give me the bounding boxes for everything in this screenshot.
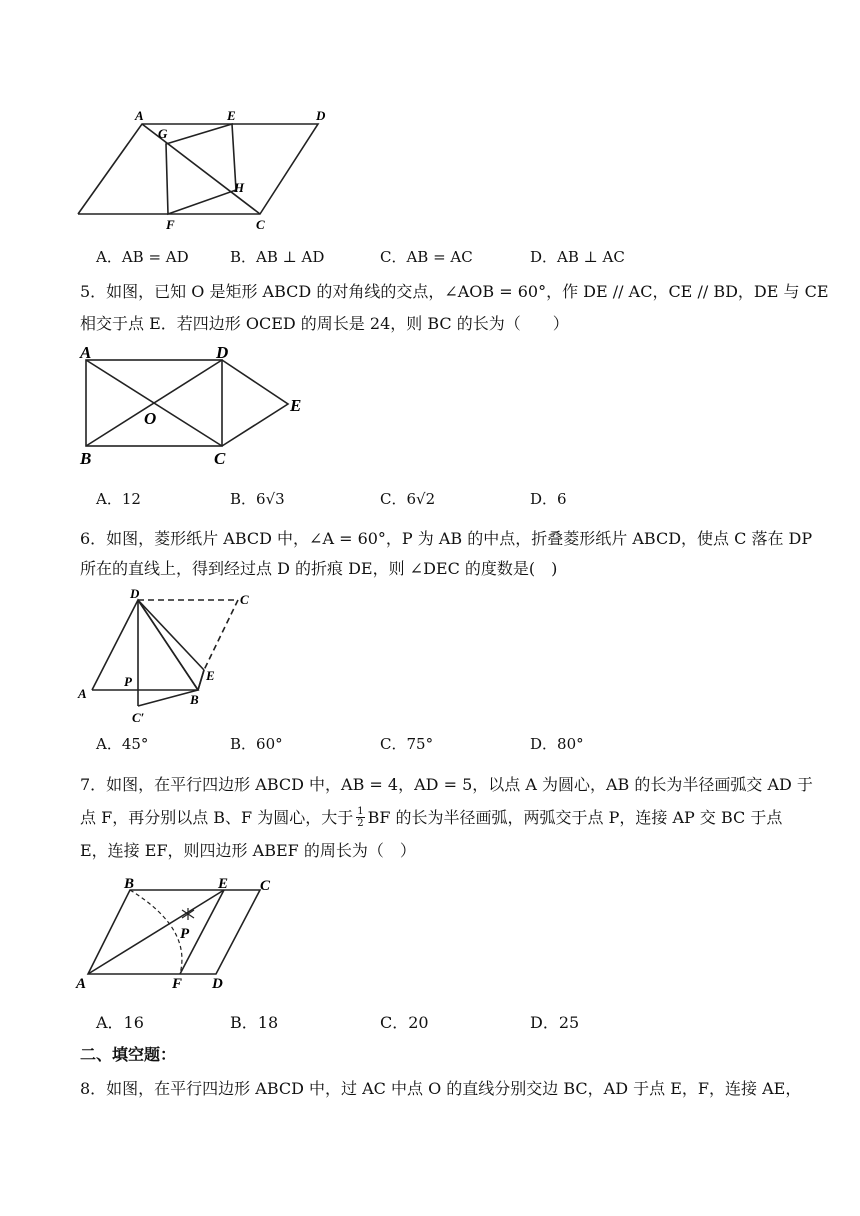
q4-label-f: F <box>166 217 175 232</box>
q7-fraction <box>356 806 364 829</box>
q5-option-c[interactable]: C．6√2 <box>380 490 436 508</box>
q4-option-c[interactable]: C．AB = AC <box>380 248 473 266</box>
q5-label-c: C <box>214 449 226 468</box>
q5-label-d: D <box>216 344 229 362</box>
q7-text-line1: 7．如图，在平行四边形 ABCD 中，AB = 4，AD = 5，以点 A 为圆心，AB 的长为半径画弧交 AD 于 <box>80 775 813 794</box>
q5-label-b: B <box>80 449 92 468</box>
q6-label-b: B <box>190 692 199 707</box>
q8-text-line1: 8．如图，在平行四边形 ABCD 中，过 AC 中点 O 的直线分别交边 BC，AD 于点 E，F，连接 AE， <box>80 1079 802 1098</box>
q7-label-d: D <box>212 976 223 992</box>
q5-option-d[interactable]: D．6 <box>530 490 567 508</box>
q6-option-d[interactable]: D．80° <box>530 735 584 753</box>
q6-text-line1: 6．如图，菱形纸片 ABCD 中，∠A = 60°，P 为 AB 的中点，折叠菱形纸片 ABCD，使点 C 落在 DP <box>80 529 813 548</box>
q7-text-line2b: BF 的长为半径画弧，两弧交于点 P，连接 AP 交 BC 于点 <box>367 807 783 827</box>
q7-fraction-den: 2 <box>357 818 364 829</box>
q6-label-d: D <box>130 586 140 601</box>
q4-label-e: E <box>227 108 236 123</box>
q5-label-o: O <box>144 409 157 428</box>
q4-label-c: C <box>256 217 265 232</box>
q7-label-c: C <box>260 878 271 894</box>
q7-label-b: B <box>124 878 135 892</box>
q4-figure <box>70 104 340 234</box>
q5-text-line2: 相交于点 E．若四边形 OCED 的周长是 24，则 BC 的长为（ ） <box>80 314 569 333</box>
section-heading: 二、填空题： <box>80 1045 177 1064</box>
q7-option-d[interactable]: D．25 <box>530 1013 580 1032</box>
q6-label-a: A <box>78 686 87 701</box>
q5-option-b[interactable]: B．6√3 <box>230 490 285 508</box>
q4-label-a: A <box>135 108 144 123</box>
q5-text-line1: 5．如图，已知 O 是矩形 ABCD 的对角线的交点，∠AOB = 60°，作 DE // AC，CE // BD，DE 与 CE <box>80 282 829 301</box>
q7-label-f: F <box>172 976 183 992</box>
q7-option-b[interactable]: B．18 <box>230 1013 279 1032</box>
q6-figure <box>74 586 264 726</box>
q7-text-line2a: 点 F，再分别以点 B、F 为圆心，大于 <box>80 807 354 827</box>
q6-option-b[interactable]: B．60° <box>230 735 283 753</box>
q7-figure <box>74 878 294 996</box>
q6-text-line2: 所在的直线上，得到经过点 D 的折痕 DE，则 ∠DEC 的度数是( ) <box>80 559 558 578</box>
q6-label-c-prime: C′ <box>132 710 145 725</box>
q6-option-c[interactable]: C．75° <box>380 735 434 753</box>
q6-label-p: P <box>124 674 132 689</box>
q4-option-d[interactable]: D．AB ⊥ AC <box>530 248 625 266</box>
q7-label-e: E <box>218 878 229 892</box>
q6-label-c: C <box>240 592 249 607</box>
q5-label-e: E <box>290 396 302 415</box>
q7-option-c[interactable]: C．20 <box>380 1013 429 1032</box>
q7-option-a[interactable]: A．16 <box>96 1013 144 1032</box>
q4-option-b[interactable]: B．AB ⊥ AD <box>230 248 325 266</box>
q4-label-h: H <box>234 180 245 195</box>
q5-figure <box>76 344 326 470</box>
q7-fraction-num: 1 <box>357 806 364 817</box>
q4-label-d: D <box>316 108 326 123</box>
q5-option-a[interactable]: A．12 <box>96 490 141 508</box>
q4-label-g: G <box>158 126 168 141</box>
q7-label-a: A <box>76 976 87 992</box>
q4-option-a[interactable]: A．AB = AD <box>96 248 189 266</box>
q7-text-line2 <box>80 806 782 829</box>
q5-label-a: A <box>80 344 92 362</box>
q7-label-p: P <box>180 926 190 942</box>
q6-label-e: E <box>206 668 215 683</box>
q7-text-line3: E，连接 EF，则四边形 ABEF 的周长为（ ） <box>80 841 416 860</box>
q6-option-a[interactable]: A．45° <box>96 735 149 753</box>
